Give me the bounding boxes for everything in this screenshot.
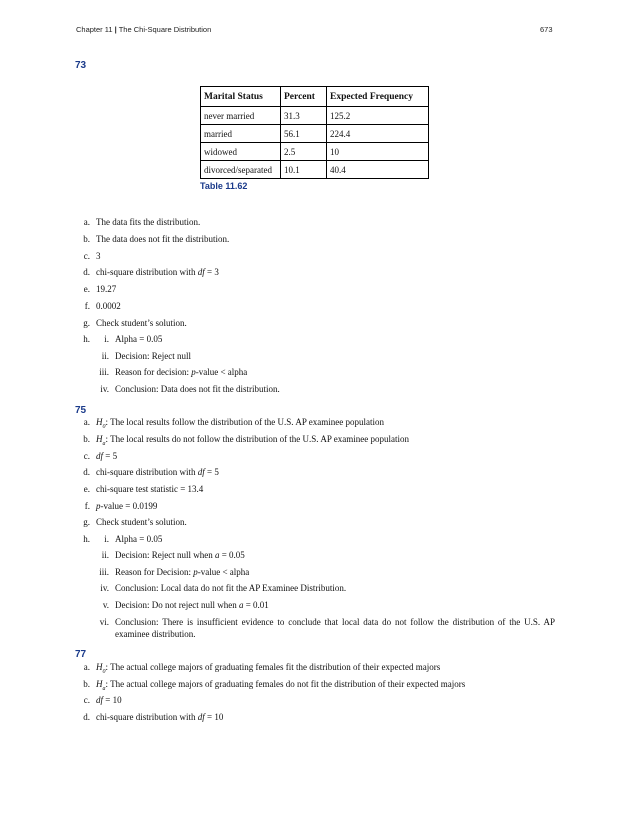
- table-cell: married: [201, 125, 281, 143]
- table-cell: never married: [201, 107, 281, 125]
- table-row: [201, 107, 429, 125]
- column-header: Expected Frequency: [327, 87, 429, 107]
- exercise-number-77: 77: [75, 649, 87, 660]
- running-header: [76, 25, 211, 34]
- chapter-label: Chapter 11: [76, 25, 113, 34]
- document-page: Chapter 11 | The Chi-Square Distribution 673 73 Marital Status Percent Expected Frequency never married 31.3 125.2 married 56.1 224.4 widowed 2.5 10 divorced/separated 10.1 40.4 Table 11.62 a. The data fits the distribution. b. The data does not fit the distribution. c. 3 d. chi-square distribution with df = 3 e. 19.27 f. 0.0002 g. Check student’s solution. h. i. Alpha = 0.05 ii. Decision: Reject null iii. Reason for decision: p-value < alpha iv. Conclusion: Data does not fit the distribution. 75 a. $H_0$: The local results follow the distribution of the U.S. AP examinee population b. $H_a$: The local results do not follow the distribution of the U.S. AP examinee population c. df = 5 d. chi-square distribution with df = 5 e. chi-square test statistic = 13.4 f. p-value = 0.0199 g. Check student’s solution. h. i. Alpha = 0.05 ii. Decision: Reject null when a = 0.05 iii. Reason for Decision: p-value < alpha iv. Conclusion: Local data do not fit the AP Examinee Distribution. v. Decision: Do not reject null when a = 0.01 vi. Conclusion: There is insufficient evidence to conclude that local data do not follow the distribution of the U.S. AP examinee distribution. 77 a. $H_0$: The actual college majors of graduating females fit the distribution of their expected majors b. $H_a$: The actual college majors of graduating females do not fit the distribution of their expected majors c. df = 10 d. chi-square distribution with df = 10: [75, 25, 555, 722]
- page-number: 673: [540, 25, 553, 34]
- table-cell: widowed: [201, 143, 281, 161]
- table-cell: 56.1: [281, 125, 327, 143]
- marital-status-table: [200, 86, 429, 179]
- column-header: Marital Status: [201, 87, 281, 107]
- table-cell: 10.1: [281, 161, 327, 179]
- table-cell: 125.2: [327, 107, 429, 125]
- header-separator: |: [114, 25, 117, 34]
- chapter-title: The Chi-Square Distribution: [118, 25, 212, 34]
- column-header: Percent: [281, 87, 327, 107]
- table-cell: 40.4: [327, 161, 429, 179]
- table-row: [201, 161, 429, 179]
- table-row: [201, 125, 429, 143]
- table-cell: divorced/separated: [201, 161, 281, 179]
- exercise-number-75: 75: [75, 405, 87, 416]
- exercise-number-73: 73: [75, 60, 87, 71]
- table-cell: 10: [327, 143, 429, 161]
- table-header-row: [201, 87, 429, 107]
- table-cell: 31.3: [281, 107, 327, 125]
- table-caption: Table 11.62: [200, 181, 248, 191]
- table-cell: 224.4: [327, 125, 429, 143]
- table-row: [201, 143, 429, 161]
- table-cell: 2.5: [281, 143, 327, 161]
